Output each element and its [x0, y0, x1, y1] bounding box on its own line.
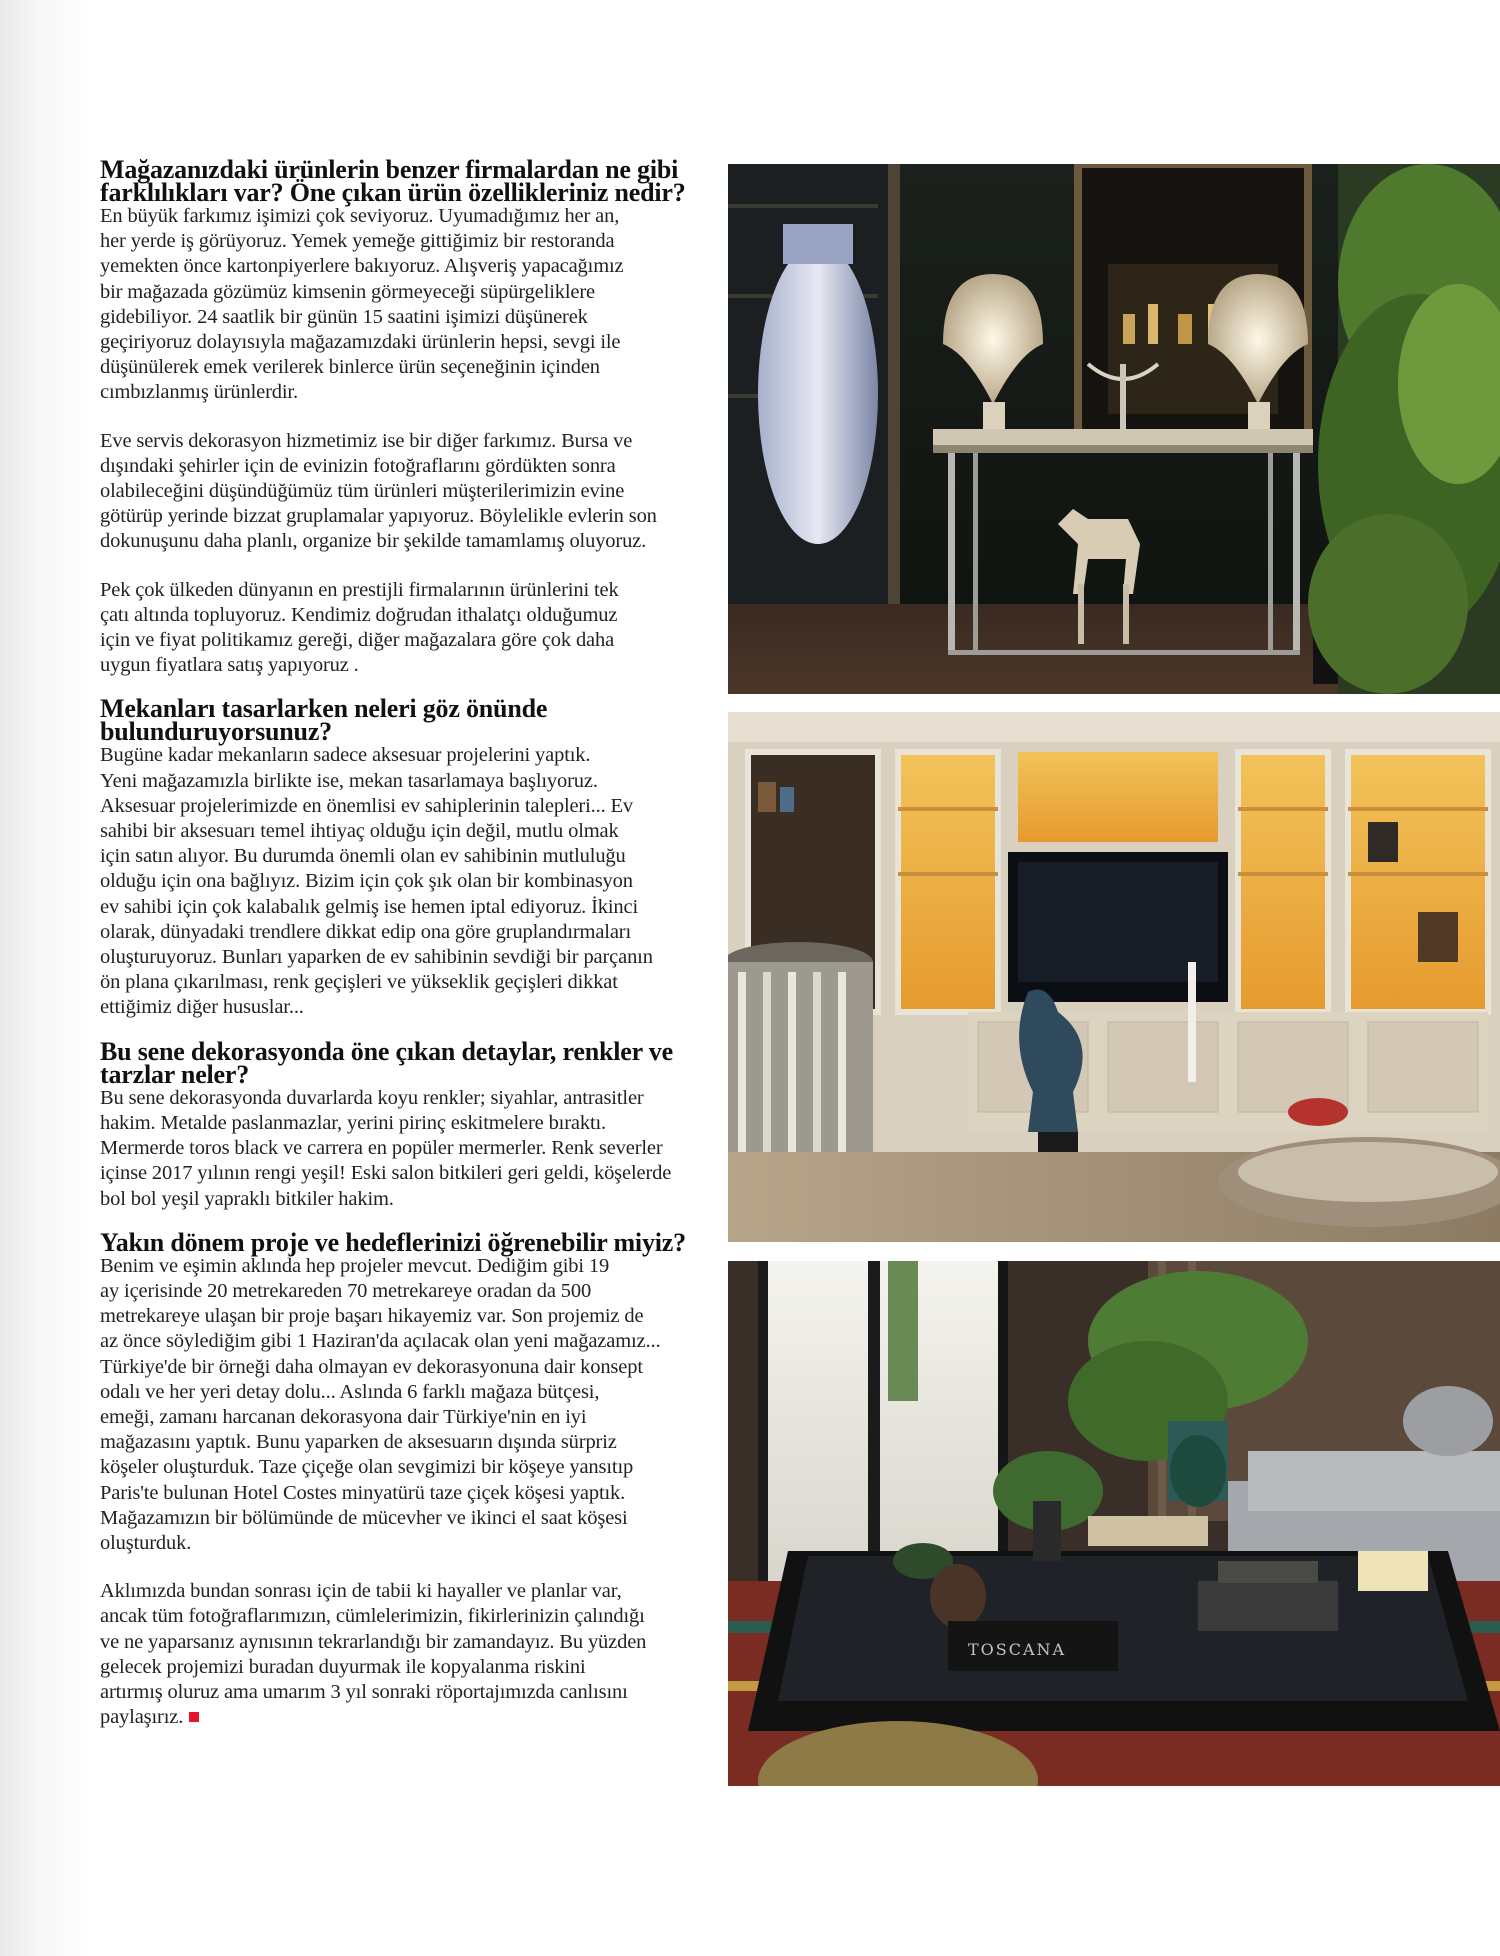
section-4-paragraph-1: Benim ve eşimin aklında hep projeler mevcut. Dediğim gibi 19 ay içerisinde 20 metrekareden 70 metrekareye oradan da 500 metrekareye ulaşan bir proje başarı hikayemiz var. Son projemiz de az önce söylediğim gibi 1 Haziran'da açılacak olan yeni mağazamız... Türkiye'de bir örneği daha olmayan ev dekorasyonuna dair konsept odalı ve her yeri detay dolu... Aslında 6 farklı mağaza bütçesi, emeği, zamanı harcanan dekorasyona dair Türkiye'nin en iyi mağazasını yaptık. Bunu yaparken de aksesuarın dışında sürpriz köşeler oluşturduk. Taze çiçeğe olan sevgimizi bir köşeye yansıtıp Paris'te bulunan Hotel Costes minyatürü taze çiçek köşesi yaptık. Mağazamızın bir bölümünde de mücevher ve ikinci el saat köşesi oluşturduk. [100, 1254, 661, 1554]
section-4-paragraph-2 [100, 1579, 705, 1730]
section-1-paragraph-3: Pek çok ülkeden dünyanın en prestijli firmalarının ürünlerini tek çatı altında topluyoruz. Kendimiz doğrudan ithalatçı olduğumuz için ve fiyat politikamız gereği, diğer mağazalara göre çok daha uygun fiyatlara satış yapıyoruz . [100, 578, 619, 677]
section-4-heading: Yakın dönem proje ve hedeflerinizi öğrenebilir miyiz? [100, 1227, 686, 1257]
end-of-article-mark [189, 1712, 199, 1722]
photo-console-shell-lamps [728, 164, 1500, 694]
section-3-heading: Bu sene dekorasyonda öne çıkan detaylar, renkler ve tarzlar neler? [100, 1036, 673, 1089]
section-1-paragraph-1: En büyük farkımız işimizi çok seviyoruz. Uyumadığımız her an, her yerde iş görüyoruz. Yemek yemeğe gittiğimiz bir restoranda yemekten önce kartonpiyerlere bakıyoruz. Alışveriş yapacağımız bir mağazada gözümüz kimsenin görmeyeceği süpürgeliklere gidebiliyor. 24 saatlik bir günün 15 saatini işimizi düşünerek geçiriyoruz dolayısıyla mağazamızdaki ürünlerin hepsi, sevgi ile düşünülerek emek verilerek binlerce ürün seçeneğinin içinden cımbızlanmış ürünlerdir. [100, 205, 624, 404]
section-1-heading: Mağazanızdaki ürünlerin benzer firmalardan ne gibi farklılıkları var? Öne çıkan ürün özellikleriniz nedir? [100, 155, 686, 207]
article-column [100, 155, 705, 1730]
section-2-heading: Mekanları tasarlarken neleri göz önünde bulunduruyorsunuz? [100, 694, 548, 747]
photo-coffee-table-plants [728, 1261, 1500, 1786]
section-3-paragraph-1: Bu sene dekorasyonda duvarlarda koyu renkler; siyahlar, antrasitler hakim. Metalde paslanmazlar, yerini pirinç eskitmelere bıraktı. Mermerde toros black ve carrera en popüler mermerler. Renk severler içinse 2017 yılının rengi yeşil! Eski salon bitkileri geri geldi, köşelerde bol bol yeşil yapraklı bitkiler hakim. [100, 1086, 672, 1210]
photo-book-label: TOSCANA [968, 1640, 1067, 1659]
section-2-paragraph-1: Bugüne kadar mekanların sadece aksesuar projelerini yaptık. Yeni mağazamızla birlikte ise, mekan tasarlamaya başlıyoruz. Aksesuar projelerimizde en önemlisi ev sahiplerinin talepleri... Ev sahibi bir aksesuarı temel ihtiyaç olduğu için değil, mutlu olmak için satın alıyor. Bu durumda önemli olan ev sahibinin mutluluğu olduğu için ona bağlıyız. Bizim için çok şık olan bir kombinasyon ev sahibi için çok kalabalık gelmiş ise hemen iptal ediyoruz. İkinci olarak, dünyadaki trendlere dikkat edip ona göre gruplandırmaları oluşturuyoruz. Bunları yaparken de ev sahibinin sevdiği bir parçanın ön plana çıkarılması, renk geçişleri ve yükseklik geçişleri dikkat ettiğimiz diğer hususlar... [100, 744, 653, 1019]
section-1-paragraph-2: Eve servis dekorasyon hizmetimiz ise bir diğer farkımız. Bursa ve dışındaki şehirler için de evinizin fotoğraflarını gördükten sonra olabileceğini düşündüğümüz tüm ürünleri müşterilerimizin evine götürüp yerinde bizzat gruplamalar yapıyoruz. Böylelikle evlerin son dokunuşunu daha planlı, organize bir şekilde tamamlamış oluyoruz. [100, 429, 657, 553]
section-4-paragraph-2-text: Aklımızda bundan sonrası için de tabii ki hayaller ve planlar var, ancak tüm fotoğraflarımızın, cümlelerimizin, fikirlerinizin çalındığı ve ne yaparsanız aynısının tekrarlandığı bir zamandayız. Bu yüzden gelecek projemizi buradan duyurmak ile kopyalanma riskini artırmış oluruz ama umarım 3 yıl sonraki röportajımızda canlısını paylaşırız. [100, 1580, 647, 1729]
photo-living-room-cabinets [728, 712, 1500, 1242]
